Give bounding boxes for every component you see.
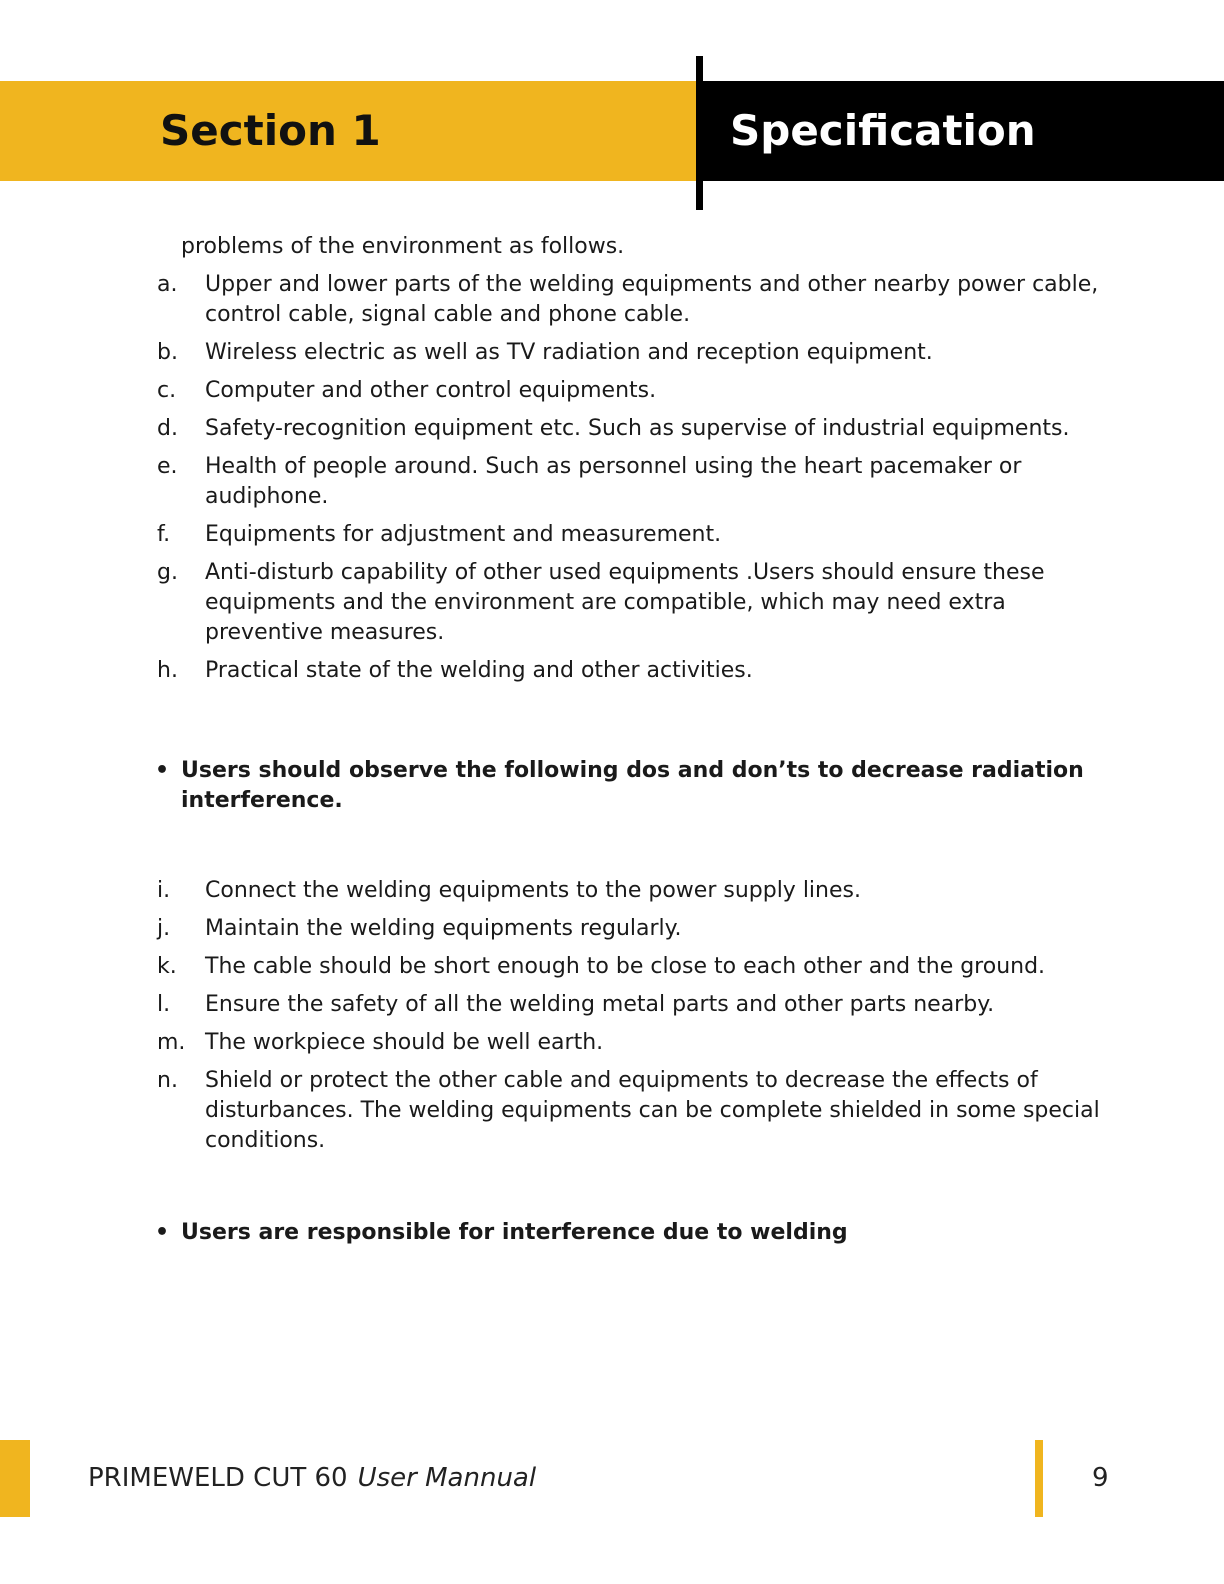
header-divider bbox=[696, 56, 703, 210]
list-item bbox=[155, 656, 1105, 686]
list-item-text: The cable should be short enough to be close to each other and the ground. bbox=[205, 954, 1046, 979]
dos-and-donts-list bbox=[155, 876, 1105, 1156]
bullet-icon: • bbox=[155, 1220, 170, 1245]
footer-accent-bar-right bbox=[1035, 1440, 1043, 1517]
page-body bbox=[155, 232, 1105, 1248]
list-item bbox=[155, 452, 1105, 512]
spacer bbox=[155, 694, 1105, 756]
footer-manual: User Mannual bbox=[357, 1463, 537, 1493]
footer-product: PRIMEWELD CUT 60 bbox=[88, 1463, 348, 1493]
list-item bbox=[155, 338, 1105, 368]
list-item-text: The workpiece should be well earth. bbox=[205, 1030, 604, 1055]
list-item-text: Safety-recognition equipment etc. Such as supervise of industrial equipments. bbox=[205, 416, 1070, 441]
list-marker: i. bbox=[157, 878, 171, 903]
list-item-text: Practical state of the welding and other activities. bbox=[205, 658, 753, 683]
list-marker: j. bbox=[157, 916, 171, 941]
list-item-text: Equipments for adjustment and measurement. bbox=[205, 522, 722, 547]
list-item bbox=[155, 376, 1105, 406]
list-item-text: Anti-disturb capability of other used equipments .Users should ensure these equipments and the environment are compatible, which may need extra preventive measures. bbox=[205, 560, 1045, 645]
section-label: Section 1 bbox=[160, 106, 381, 155]
list-item bbox=[155, 270, 1105, 330]
list-item bbox=[155, 876, 1105, 906]
list-item bbox=[155, 558, 1105, 648]
list-marker: n. bbox=[157, 1068, 178, 1093]
list-item-text: Shield or protect the other cable and equipments to decrease the effects of disturbances. The welding equipments can be complete shielded in some special conditions. bbox=[205, 1068, 1100, 1153]
list-item-text: Maintain the welding equipments regularly. bbox=[205, 916, 682, 941]
list-marker: f. bbox=[157, 522, 171, 547]
bullet-heading-text: Users should observe the following dos and don’ts to decrease radiation interference. bbox=[181, 758, 1084, 813]
list-marker: e. bbox=[157, 454, 178, 479]
spacer bbox=[155, 816, 1105, 876]
list-item bbox=[155, 520, 1105, 550]
list-item bbox=[155, 1066, 1105, 1156]
footer-accent-bar-left bbox=[0, 1440, 30, 1517]
list-item-text: Health of people around. Such as personnel using the heart pacemaker or audiphone. bbox=[205, 454, 1022, 509]
list-marker: k. bbox=[157, 954, 177, 979]
list-item-text: Computer and other control equipments. bbox=[205, 378, 657, 403]
list-marker: h. bbox=[157, 658, 178, 683]
section-title: Specification bbox=[730, 106, 1036, 155]
bullet-heading bbox=[155, 756, 1105, 816]
list-item bbox=[155, 414, 1105, 444]
spacer bbox=[155, 1164, 1105, 1218]
footer-title bbox=[88, 1461, 536, 1495]
bullet-icon: • bbox=[155, 758, 170, 783]
list-marker: a. bbox=[157, 272, 178, 297]
list-marker: l. bbox=[157, 992, 171, 1017]
list-marker: c. bbox=[157, 378, 177, 403]
list-item-text: Connect the welding equipments to the power supply lines. bbox=[205, 878, 861, 903]
list-item-text: Wireless electric as well as TV radiation and reception equipment. bbox=[205, 340, 933, 365]
list-marker: d. bbox=[157, 416, 178, 441]
list-item bbox=[155, 1028, 1105, 1058]
bullet-heading bbox=[155, 1218, 1105, 1248]
interference-list bbox=[155, 270, 1105, 686]
list-marker: g. bbox=[157, 560, 178, 585]
list-item-text: Ensure the safety of all the welding metal parts and other parts nearby. bbox=[205, 992, 995, 1017]
bullet-heading-text: Users are responsible for interference due to welding bbox=[181, 1220, 848, 1245]
intro-line: problems of the environment as follows. bbox=[181, 234, 625, 259]
list-item bbox=[155, 990, 1105, 1020]
list-marker: m. bbox=[157, 1030, 186, 1055]
list-marker: b. bbox=[157, 340, 178, 365]
list-item bbox=[155, 914, 1105, 944]
list-item bbox=[155, 952, 1105, 982]
page-number: 9 bbox=[1092, 1463, 1109, 1493]
list-item-text: Upper and lower parts of the welding equipments and other nearby power cable, control cable, signal cable and phone cable. bbox=[205, 272, 1099, 327]
